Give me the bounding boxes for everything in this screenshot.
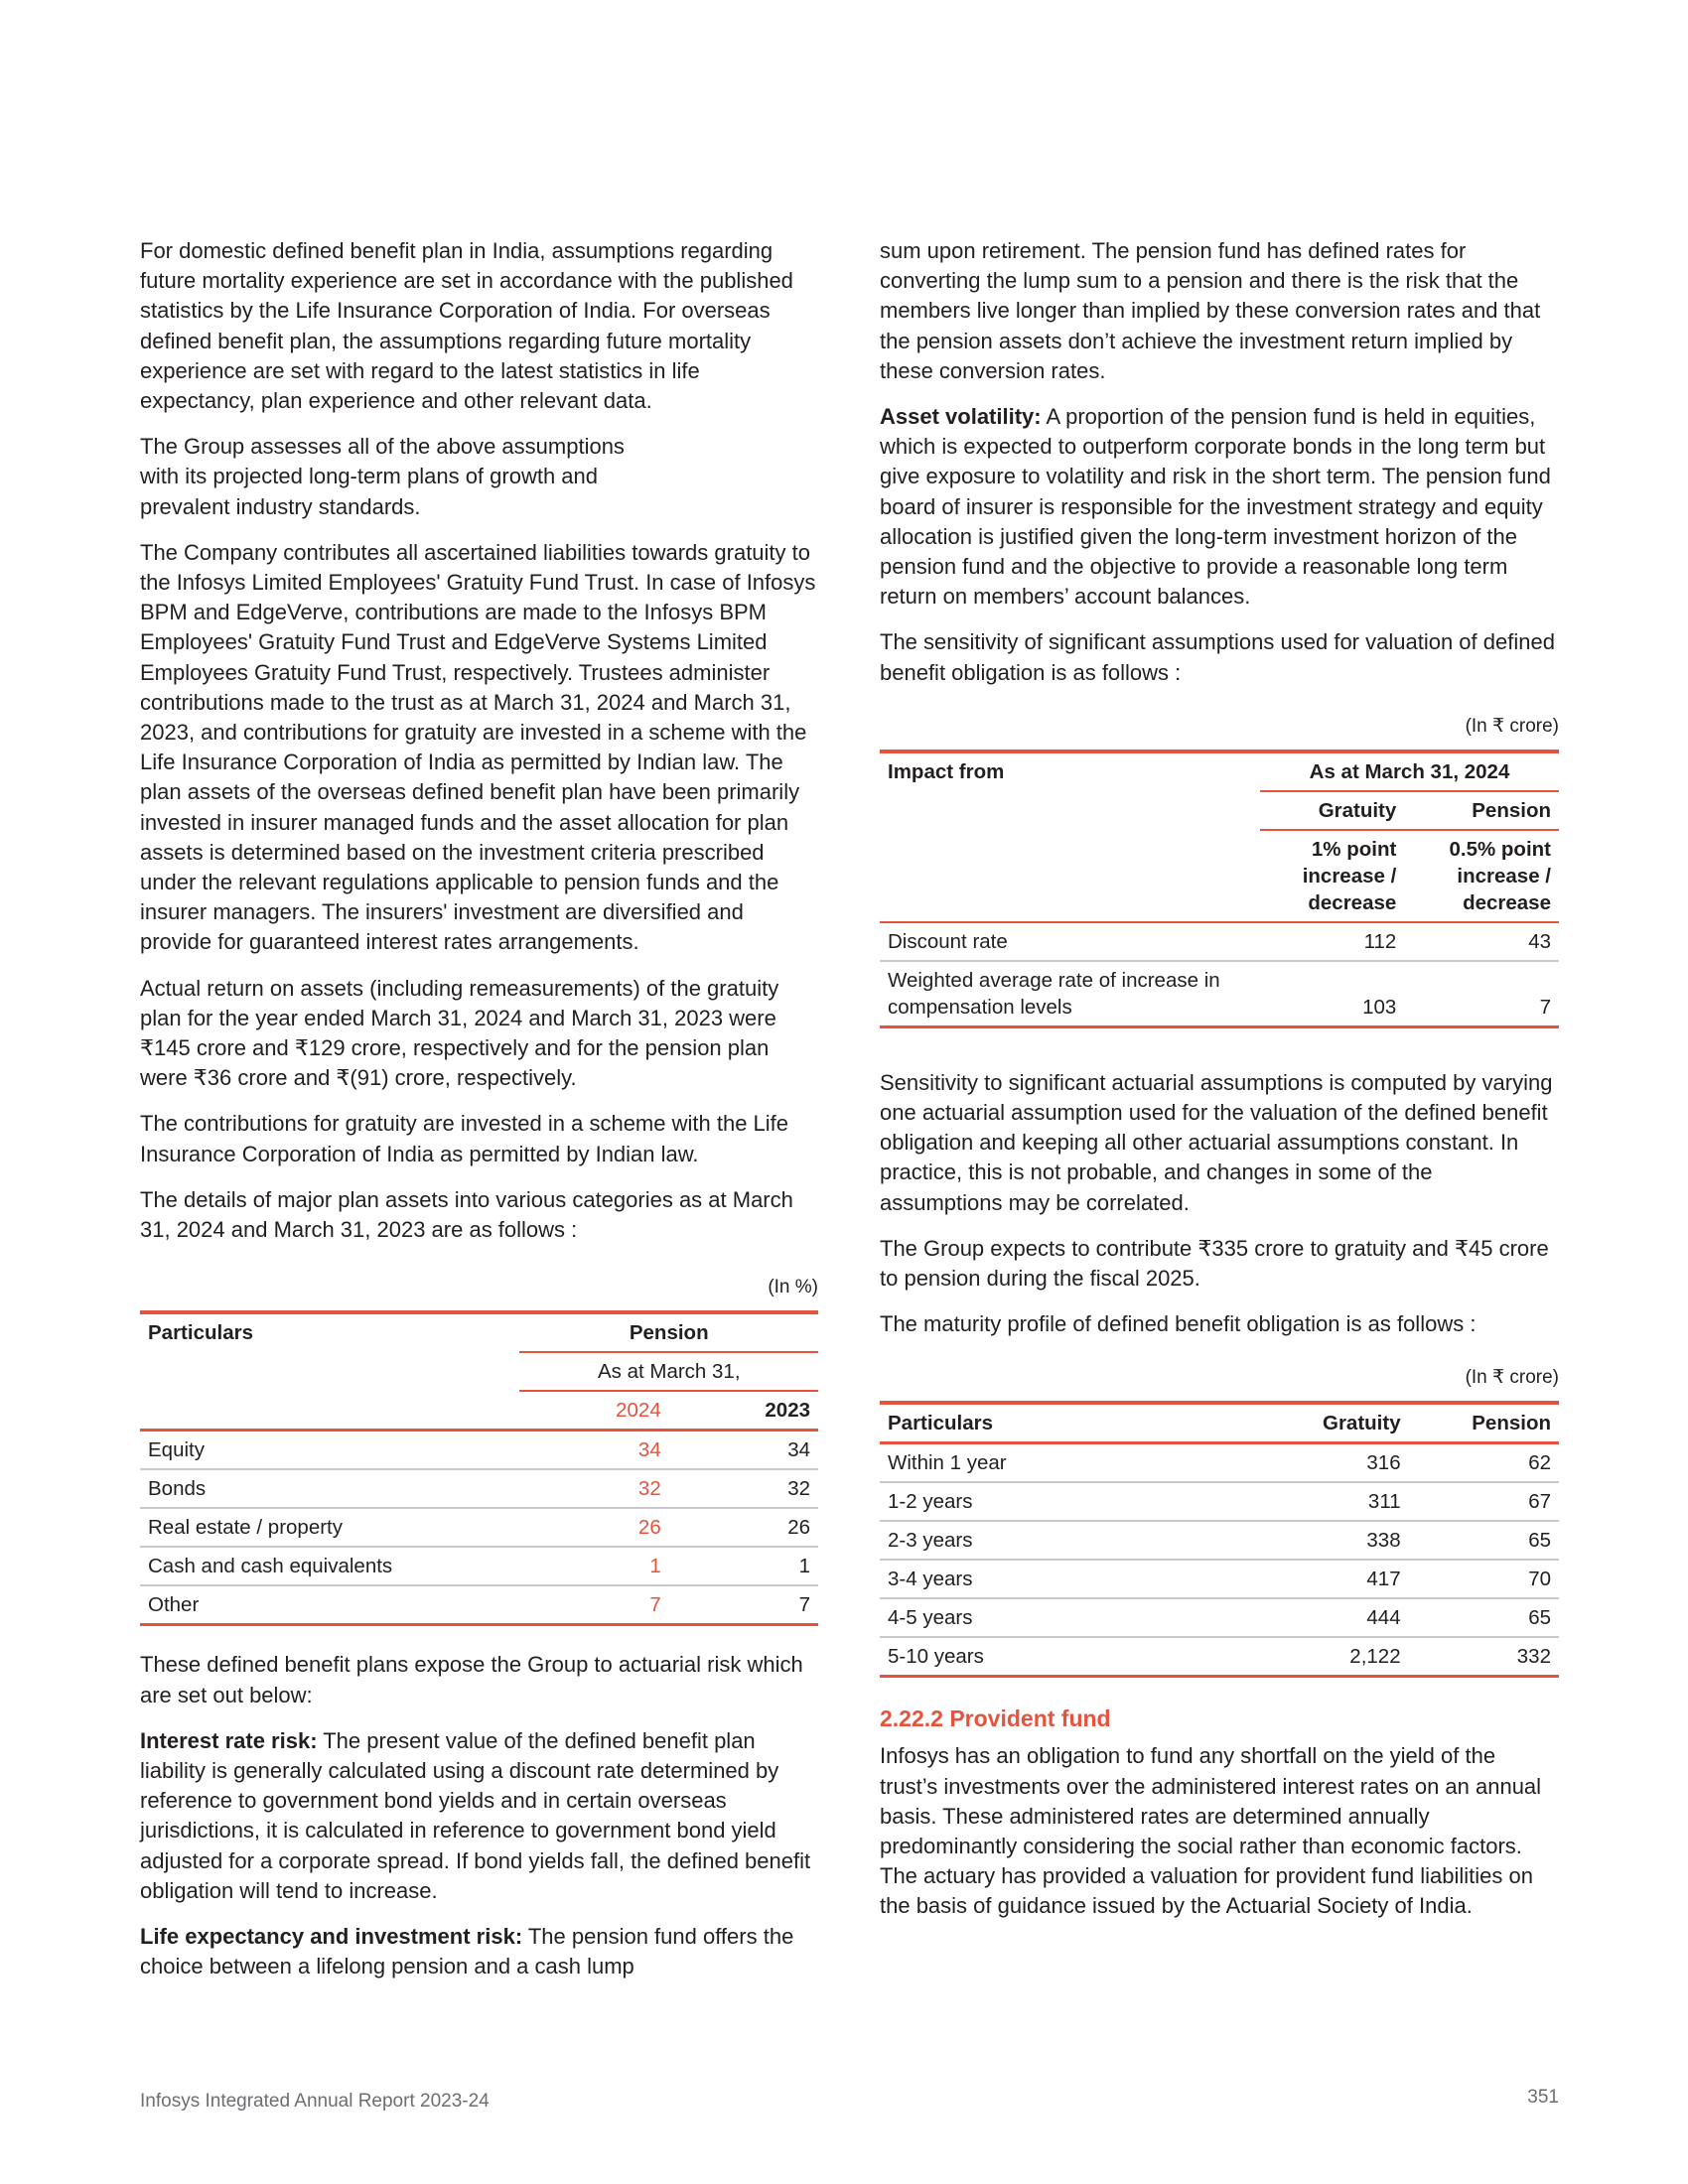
- table-row: [880, 1482, 1559, 1521]
- header-year-2024: 2024: [519, 1391, 668, 1431]
- header-particulars: Particulars: [880, 1403, 1260, 1443]
- table-row: [140, 1508, 818, 1547]
- table-row: [880, 1443, 1559, 1483]
- header-as-at: As at March 31,: [519, 1352, 818, 1391]
- cell-pension: 332: [1409, 1637, 1559, 1677]
- table-header-row: [880, 791, 1559, 830]
- row-label: Within 1 year: [880, 1443, 1260, 1483]
- cell-pension: 62: [1409, 1443, 1559, 1483]
- contributions-paragraph: The Company contributes all ascertained liabilities towards gratuity to the Infosys Limited Employees' Gratuity Fund Trust. In case of Infosys BPM and EdgeVerve, contributions are made to the Infosys BPM Employees' Gratuity Fund Trust and EdgeVerve Systems Limited Employees Gratuity Fund Trust, respectively. Trustees administer contributions made to the trust as at March 31, 2024 and March 31, 2023, and contributions for gratuity are invested in a scheme with the Life Insurance Corporation of India as permitted by Indian law. The plan assets of the overseas defined benefit plan have been primarily invested in insurer managed funds and the asset allocation for plan assets is determined based on the investment criteria prescribed under the relevant regulations applicable to pension funds and the insurer managers. The insurers' investment are diversified and provide for guaranteed interest rates arrangements.: [140, 539, 816, 955]
- table-header-row: [880, 830, 1559, 922]
- table-row: [880, 922, 1559, 961]
- cell-gratuity: 444: [1260, 1598, 1409, 1637]
- table-header-row: [140, 1352, 818, 1391]
- table-row: [880, 1598, 1559, 1637]
- cell-2024: 26: [519, 1508, 668, 1547]
- header-pension: Pension: [519, 1312, 818, 1352]
- header-pension-change: 0.5% point increase / decrease: [1404, 830, 1559, 922]
- cell-pension: 70: [1409, 1560, 1559, 1598]
- row-label: Cash and cash equivalents: [140, 1547, 519, 1585]
- row-label: 3-4 years: [880, 1560, 1260, 1598]
- sensitivity-intro: The sensitivity of significant assumptions used for valuation of defined benefit obligation is as follows :: [880, 629, 1555, 685]
- table-row: [880, 1637, 1559, 1677]
- row-label: 4-5 years: [880, 1598, 1260, 1637]
- cell-gratuity: 417: [1260, 1560, 1409, 1598]
- right-column: [880, 236, 1559, 1938]
- table-header-row: [140, 1312, 818, 1352]
- row-label: Bonds: [140, 1469, 519, 1508]
- row-label: Discount rate: [880, 922, 1260, 961]
- row-label: 5-10 years: [880, 1637, 1260, 1677]
- cell-gratuity: 338: [1260, 1521, 1409, 1560]
- sensitivity-table-block: [880, 714, 1559, 1028]
- actual-return-paragraph: Actual return on assets (including remeasurements) of the gratuity plan for the year ended March 31, 2024 and March 31, 2023 were ₹145 crore and ₹129 crore, respectively and for the pension plan were ₹36 crore and ₹(91) crore, respectively.: [140, 975, 779, 1091]
- table-row: [140, 1431, 818, 1470]
- mortality-paragraph: For domestic defined benefit plan in India, assumptions regarding future mortality experience are set in accordance with the published statistics by the Life Insurance Corporation of India. For overseas defined benefit plan, the assumptions regarding future mortality experience are set with regard to the latest statistics in life expectancy, plan experience and other relevant data.: [140, 238, 793, 414]
- unit-label: (In ₹ crore): [1465, 715, 1559, 737]
- table-row: [140, 1547, 818, 1585]
- cell-pension: 65: [1409, 1598, 1559, 1637]
- table-row: [140, 1469, 818, 1508]
- expected-contribution: The Group expects to contribute ₹335 crore to gratuity and ₹45 crore to pension during the fiscal 2025.: [880, 1235, 1549, 1292]
- cell-2024: 34: [519, 1431, 668, 1470]
- header-year-2023: 2023: [669, 1391, 818, 1431]
- cell-pension: 67: [1409, 1482, 1559, 1521]
- interest-rate-risk-label: Interest rate risk:: [140, 1727, 318, 1753]
- life-expectancy-risk-label: Life expectancy and investment risk:: [140, 1923, 523, 1949]
- pension-conversion-paragraph: sum upon retirement. The pension fund has defined rates for converting the lump sum to a pension and there is the risk that the members live longer than implied by these conversion rates and that the pension assets don’t achieve the investment return implied by these conversion rates.: [880, 238, 1541, 383]
- header-gratuity: Gratuity: [1260, 791, 1404, 830]
- row-label: 1-2 years: [880, 1482, 1260, 1521]
- footer-report-title: Infosys Integrated Annual Report 2023-24: [140, 2091, 490, 2112]
- plan-assets-intro: The details of major plan assets into various categories as at March 31, 2024 and March 31, 2023 are as follows :: [140, 1186, 793, 1243]
- cell-2023: 1: [669, 1547, 818, 1585]
- gratuity-scheme-paragraph: The contributions for gratuity are invested in a scheme with the Life Insurance Corporation of India as permitted by Indian law.: [140, 1111, 789, 1166]
- sensitivity-explanation: Sensitivity to significant actuarial assumptions is computed by varying one actuarial assumption used for the valuation of the defined benefit obligation and keeping all other actuarial assumptions constant. In practice, this is not probable, and changes in some of the assumptions may be correlated.: [880, 1069, 1553, 1215]
- table-row: [880, 1560, 1559, 1598]
- plan-assets-table-block: [140, 1275, 818, 1626]
- cell-pension: 7: [1404, 961, 1559, 1027]
- table-header-row: [140, 1391, 818, 1431]
- sensitivity-table: [880, 750, 1559, 1028]
- row-label: Other: [140, 1585, 519, 1625]
- assessment-paragraph: The Group assesses all of the above assumptions with its projected long-term plans of growth and prevalent industry standards.: [140, 434, 625, 519]
- table-row: [880, 1521, 1559, 1560]
- maturity-table-block: [880, 1365, 1559, 1678]
- table-row: [880, 961, 1559, 1027]
- maturity-intro: The maturity profile of defined benefit obligation is as follows :: [880, 1311, 1477, 1337]
- table-header-row: [880, 751, 1559, 791]
- interest-rate-risk-paragraph: Interest rate risk: The present value of the defined benefit plan liability is generally calculated using a discount rate determined by reference to government bond yields and in certain overseas jurisdictions, it is calculated in reference to government bond yield adjusted for a corporate spread. If bond yields fall, the defined benefit obligation will tend to increase.: [140, 1727, 811, 1903]
- header-particulars: Particulars: [148, 1321, 253, 1345]
- cell-gratuity: 112: [1260, 922, 1404, 961]
- cell-2023: 26: [669, 1508, 818, 1547]
- cell-2024: 7: [519, 1585, 668, 1625]
- header-impact-from: Impact from: [888, 759, 1005, 783]
- plan-assets-table: [140, 1310, 818, 1626]
- row-label: 2-3 years: [880, 1521, 1260, 1560]
- risk-intro: These defined benefit plans expose the Group to actuarial risk which are set out below:: [140, 1652, 803, 1707]
- cell-gratuity: 311: [1260, 1482, 1409, 1521]
- cell-pension: 43: [1404, 922, 1559, 961]
- cell-2023: 34: [669, 1431, 818, 1470]
- left-column: [140, 236, 818, 1997]
- row-label: Equity: [140, 1431, 519, 1470]
- unit-label: (In %): [768, 1277, 818, 1298]
- cell-2023: 7: [669, 1585, 818, 1625]
- cell-gratuity: 316: [1260, 1443, 1409, 1483]
- cell-2024: 32: [519, 1469, 668, 1508]
- header-pension: Pension: [1409, 1403, 1559, 1443]
- asset-volatility-label: Asset volatility:: [880, 404, 1042, 430]
- cell-2024: 1: [519, 1547, 668, 1585]
- cell-pension: 65: [1409, 1521, 1559, 1560]
- row-label: Real estate / property: [140, 1508, 519, 1547]
- header-gratuity: Gratuity: [1260, 1403, 1409, 1443]
- header-as-at: As at March 31, 2024: [1260, 751, 1559, 791]
- header-pension: Pension: [1404, 791, 1559, 830]
- table-header-row: [880, 1403, 1559, 1443]
- provident-fund-paragraph: Infosys has an obligation to fund any shortfall on the yield of the trust’s investments over the administered interest rates on an annual basis. These administered rates are determined annually predominantly considering the social rather than economic factors. The actuary has provided a valuation for provident fund liabilities on the basis of guidance issued by the Actuarial Society of India.: [880, 1743, 1542, 1919]
- page-number: 351: [1527, 2087, 1559, 2108]
- unit-label: (In ₹ crore): [1465, 1367, 1559, 1389]
- cell-gratuity: 103: [1260, 961, 1404, 1027]
- maturity-table: [880, 1401, 1559, 1678]
- table-row: [140, 1585, 818, 1625]
- asset-volatility-paragraph: Asset volatility: A proportion of the pension fund is held in equities, which is expected to outperform corporate bonds in the long term but give exposure to volatility and risk in the short term. The pension fund board of insurer is responsible for the investment strategy and equity allocation is justified given the long-term investment horizon of the pension fund and the objective to provide a reasonable long term return on members’ account balances.: [880, 404, 1551, 610]
- cell-gratuity: 2,122: [1260, 1637, 1409, 1677]
- row-label: Weighted average rate of increase in compensation levels: [880, 961, 1260, 1027]
- header-gratuity-change: 1% point increase / decrease: [1260, 830, 1404, 922]
- section-heading-provident-fund: 2.22.2 Provident fund: [880, 1706, 1111, 1732]
- life-expectancy-risk-paragraph: Life expectancy and investment risk: The pension fund offers the choice between a lifelong pension and a cash lump: [140, 1923, 794, 1979]
- cell-2023: 32: [669, 1469, 818, 1508]
